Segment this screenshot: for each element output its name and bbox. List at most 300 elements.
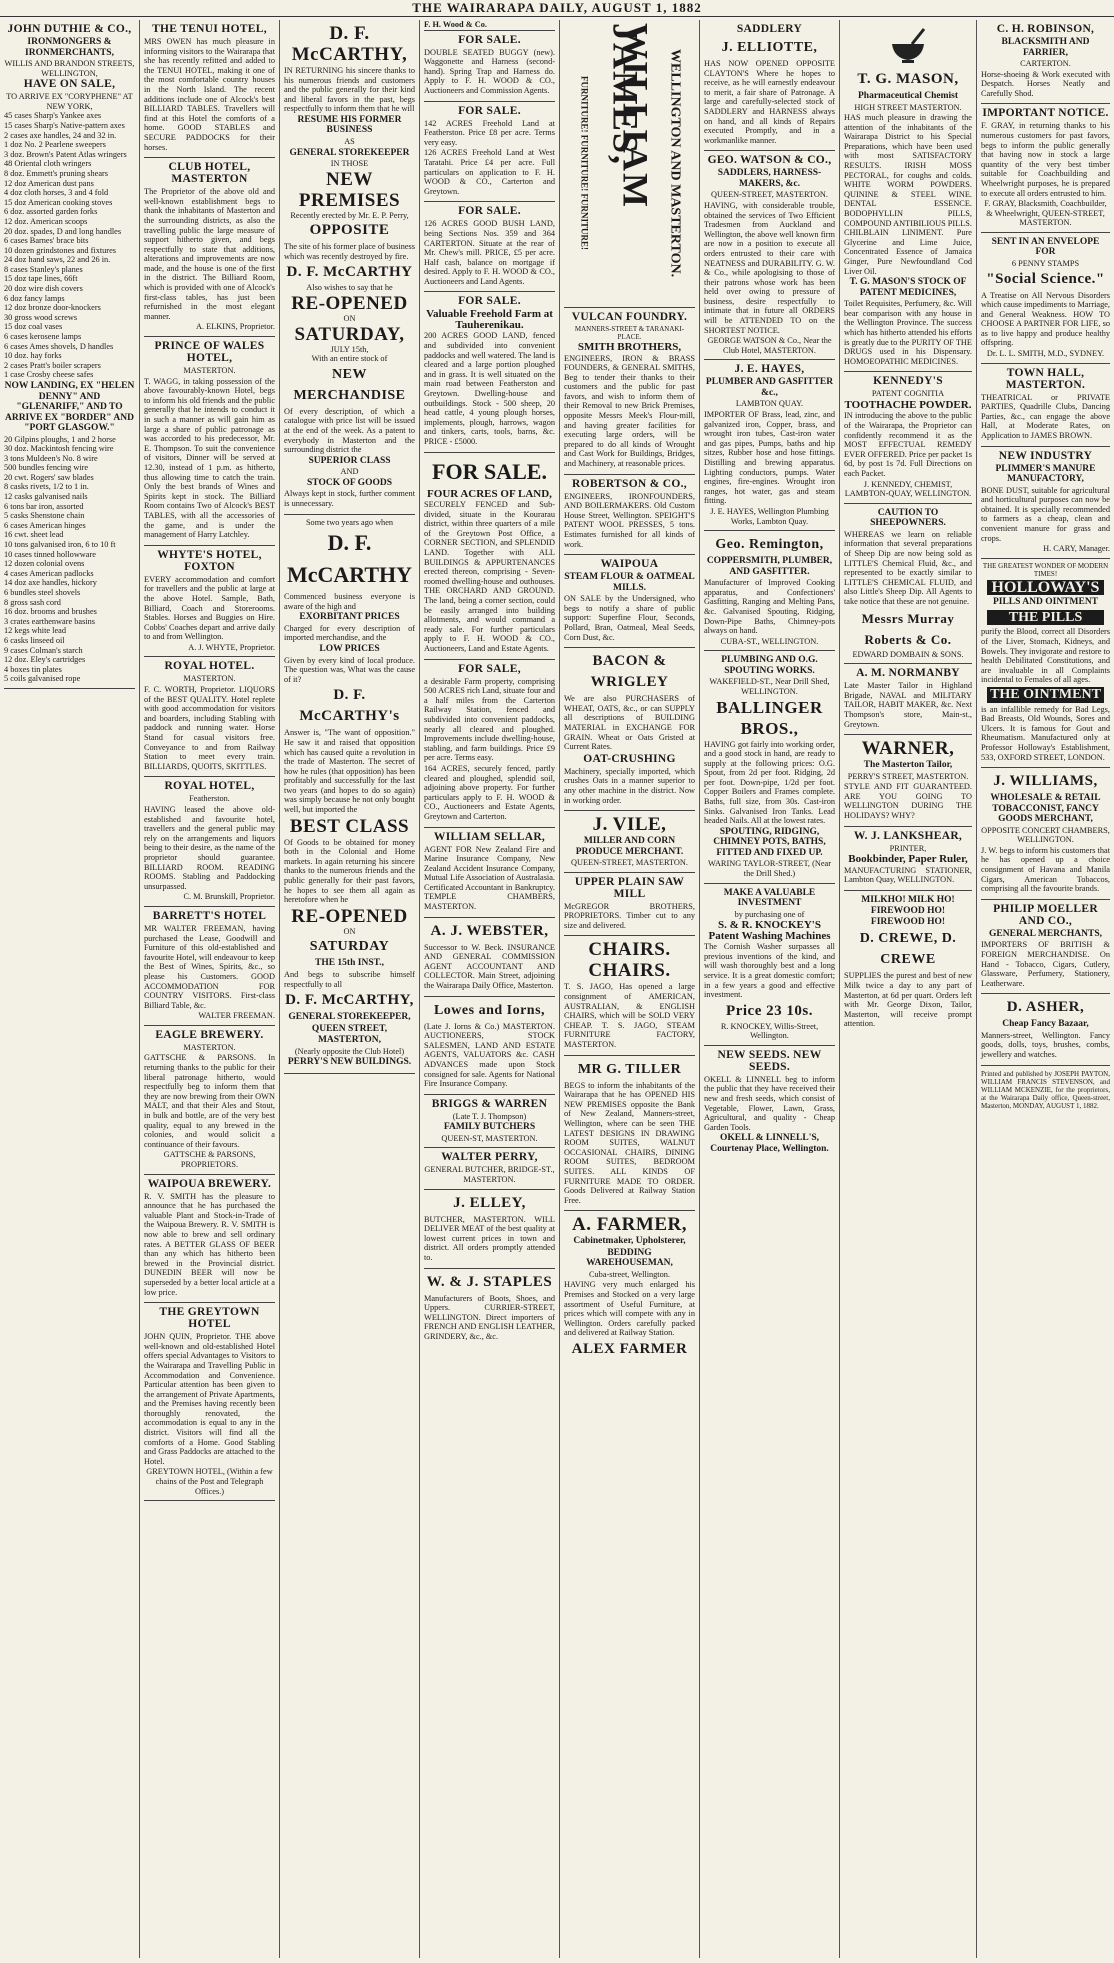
seeds-heading: NEW SEEDS. NEW SEEDS. (717, 1048, 822, 1073)
sellar-advert (424, 828, 555, 918)
caution-text: WHEREAS we learn on reliable information that several preparations of Sheep Dip are now being sold as LITTLE'S Chemical Fluid, &c., and represented to be exactly similar to LITTLE'S CHEMICAL FLUID, and also Little's Sheep Dip. All Agents to take notice that these are not genuine. (844, 529, 972, 606)
watson-signature: GEORGE WATSON & Co., Near the Club Hotel, MASTERTON. (707, 336, 832, 355)
plumbing-text: WAKEFIELD-ST., Near Drill Shed, WELLINGTON. (709, 677, 830, 696)
land2-text: 126 ACRES GOOD BUSH LAND, being Sections Nos. 359 and 364 CARTERTON. Situate at the rear of Mr. Chew's mill. PRICE, £5 per acre. Half cash, balance on mortgage if desired. Apply to F. H. WOOD & CO., Auctioneers and Land Agents. (424, 219, 555, 286)
chairs-heading: CHAIRS. CHAIRS. (588, 939, 671, 982)
town-hall-advert (981, 364, 1110, 447)
plimmer-advert (981, 447, 1110, 559)
list-item: 8 casks rivets, 1/2 to 1 in. (4, 482, 89, 492)
moeller-text: IMPORTERS OF BRITISH & FOREIGN MERCHANDISE. On Hand - Tobacco, Cigars, Cutlery, Glassware, Perfumery, Stationery, Leatherware. (981, 940, 1110, 988)
tenui-text: MRS OWEN has much pleasure in informing visitors to the Wairarapa that she has recently refitted and added to the TENUI HOTEL, making it one of the most comfortable country houses in the North Island. The recent additions include one of Alcock's best BILLIARD TABLES. Travellers will find at this Hotel the comforts of a home. GOOD STABLES and SECURE PADDOCKS for their horses. (144, 37, 275, 152)
mccarthy-opposite: OPPOSITE (309, 222, 390, 239)
kennedy-advert (844, 372, 972, 503)
ballinger-heading: BALLINGER BROS., (716, 697, 823, 738)
masthead: THE WAIRARAPA DAILY, AUGUST 1, 1882 (0, 0, 1114, 17)
mccarthy-erected: Recently erected by Mr. E. P. Perry, (290, 210, 409, 220)
upper-heading: UPPER PLAIN SAW MILL (574, 875, 685, 900)
royal-place: MASTERTON. (183, 674, 236, 684)
list-item: 10 dozen grindstones and fixtures (4, 245, 116, 255)
vulcan-foundry-advert (564, 308, 695, 475)
vile-advert (564, 811, 695, 873)
land1-heading: FOR SALE. (458, 104, 521, 117)
column-1 (0, 20, 140, 1958)
elley-heading: J. ELLEY, (453, 1194, 526, 1211)
lankshear-heading: W. J. LANKSHEAR, (853, 829, 963, 842)
mccarthy2-name: D. F. McCARTHY (286, 530, 413, 588)
town-heading: TOWN HALL, MASTERTON. (1005, 366, 1086, 391)
vile-heading: J. VILE, (592, 814, 667, 836)
holloway-name: HOLLOWAY'S (987, 580, 1104, 596)
asher-text: Manners-street, Wellington. Fancy goods, dolls, toys, brushes, combs, jewellery and watches. (981, 1030, 1110, 1059)
mortar-and-pestle-icon (886, 26, 930, 66)
farm-property-advert (424, 660, 555, 828)
briggs-sub: (Late T. J. Thompson) (452, 1111, 527, 1121)
williams-advert (981, 768, 1110, 900)
asher-advert (981, 994, 1110, 1065)
robertson-advert (564, 475, 695, 556)
tiller-advert (564, 1056, 695, 1212)
column-5 (560, 20, 700, 1958)
remington-sub: COPPERSMITH, PLUMBER, AND GASFITTER. (706, 556, 833, 577)
farm2-heading: FOR SALE, (458, 662, 521, 675)
list-item: 12 doz bronze door-knockers (4, 303, 101, 313)
milk-heading: MILKHO! MILK HO! (861, 894, 955, 905)
ballinger-advert (704, 651, 835, 883)
lowes-text: (Late J. Iorns & Co.) MASTERTON. AUCTIONEERS, STOCK SALESMEN, LAND AND ESTATE AGENTS, VALUATORS &c. CASH ADVANCES made upon Stock consigned for sale. Agents for National Fire Insurance Company. (424, 1021, 555, 1089)
column-4 (420, 20, 560, 1958)
briggs-heading: BRIGGS & WARREN (431, 1097, 548, 1110)
barretts-hotel-advert (144, 907, 275, 1026)
eagle-text: GATTSCHE & PARSONS. In returning thanks to the public for their liberal patronage hitherto, would respectfully beg to inform them that they are now brewing from their OWN MALT, and that their Ales and Stout, in bulk and bottle, are of the very best quality, equal to any brewed in the colonies, and would solicit a continuance of their favours. (144, 1053, 275, 1149)
bacon-text: We are also PURCHASERS of WHEAT, OATS, &c., or can SUPPLY all descriptions of BUILDING MATERIAL in EXCHANGE FOR GRAIN. Wheat or Oats Gristed at Current Rates. (564, 694, 695, 752)
kennedy-sub: PATENT COGNITIA (871, 389, 945, 399)
list-item: 48 Oriental cloth wringers (4, 159, 92, 169)
mccarthy2-text2: Charged for every description of imported merchandise, and the (284, 623, 415, 643)
list-item: 20 doz wire dish covers (4, 284, 83, 294)
mccarthy2-nearly: (Nearly opposite the Club Hotel) (294, 1046, 405, 1056)
upper-text: McGREGOR BROTHERS, PROPRIETORS. Timber cut to any size and delivered. (564, 901, 695, 930)
elley-text: BUTCHER, MASTERTON. WILL DELIVER MEAT of the best quality at lowest current prices in town and district. All orders promptly attended to. (424, 1214, 555, 1263)
buggy-heading: FOR SALE. (458, 33, 521, 46)
list-item: 12 kegs white lead (4, 626, 66, 636)
list-item: 6 bundles steel shovels (4, 588, 81, 597)
wood-agent: F. H. Wood & Co. (424, 20, 555, 31)
sellar-text: AGENT FOR New Zealand Fire and Marine Insurance Company, New Zealand Accident Insurance Company, Mutual Life Association of Australasia. Certificated Accountant in Bankruptcy. TEMPLE CHAMBERS, MASTERTON. (424, 844, 555, 912)
mccarthy-saturday: SATURDAY, (294, 323, 405, 345)
briggs-place: QUEEN-ST, MASTERTON. (441, 1133, 538, 1143)
caution-signature-2: EDWARD DOMBAIN & SONS. (852, 649, 964, 659)
four-acres-text: SECURELY FENCED and Sub-divided, situate in the Kourarau district, within three quarters of a mile of the Greytown Post Office, a CORNER SECTION, and SPLENDID LAND. Together with ALL BUILDINGS & APPURTENANCES erected thereon, comprising - Seven-roomed dwelling-house and outhouses. THE ORCHARD AND GROUND. The land, being a corner section, could be easily arranged into building allotments, and would command a ready sale. For further particulars apply to F. H. WOOD & CO., Auctioneers, Land and Estate Agents. (424, 500, 555, 653)
list-item: 6 doz. assorted garden forks (4, 207, 98, 217)
greytown-heading: THE GREYTOWN HOTEL (159, 1306, 260, 1331)
list-item: 15 doz coal vases (4, 322, 63, 332)
farmer-place: Cuba-street, Wellington. (589, 1269, 670, 1279)
land2-heading: FOR SALE. (458, 205, 521, 218)
lowes-iorns-advert (424, 997, 555, 1095)
vile-place: QUEEN-STREET, MASTERTON. (571, 858, 688, 868)
mccarthy2-saturday: SATURDAY (309, 939, 390, 955)
robinson-text: Horse-shoeing & Work executed with Despatch. Horses Neatly and Carefully Shod. (981, 69, 1110, 98)
duthie-address: WILLIS AND BRANDON STREETS, (4, 59, 135, 68)
mccarthy2-buildings: PERRY'S NEW BUILDINGS. (287, 1057, 412, 1068)
list-item: 2 cases axe handles, 24 and 32 in. (4, 130, 117, 140)
robinson-place: CARTERTON. (1020, 59, 1071, 68)
mccarthy2-role: GENERAL STOREKEEPER, (288, 1012, 411, 1023)
moeller-heading: PHILIP MOELLER AND CO., (993, 902, 1098, 927)
watson-place: QUEEN-STREET, MASTERTON. (711, 190, 828, 200)
normanby-text: Late Master Tailor in Highland Brigade, NAVAL and MILITARY TAILOR, HABIT MAKER, &c. Next Thompson's store, Main-st., Greytown. (844, 681, 972, 729)
farm-text: 200 ACRES GOOD LAND, fenced and subdivided into convenient paddocks and well watered. The land is cleared and a large portion ploughed and in grass. It is well situated on the main road between Featherston and Greytown. Dwelling-house and outbuildings. Stock - 500 sheep, 20 head cattle, 4 young plough horses, implements, plough, harrows, wagon and tinkers, carts, tools, barns, &c. PRICE - £5000. (424, 331, 555, 446)
list-item: 16 cwt. sheet lead (4, 530, 64, 540)
tiller-text: BEGS to inform the inhabitants of the Wairarapa that he has OPENED HIS NEW PREMISES opposite the Bank of New Zealand, Manners-street, Wellington, where can be seen THE LATEST DESIGNS IN DRAWING ROOM SUITES, WALNUT OCCASIONAL CHAIRS, DINING ROOM SUITES, BEDROOM SUITES. ALL KINDS OF FURNITURE MADE TO ORDER. Goods Delivered at Railway Station Free. (564, 1080, 695, 1205)
vulcan-firm: SMITH BROTHERS, (577, 341, 682, 353)
social-signature: Dr. L. L. SMITH, M.D., SYDNEY. (986, 349, 1105, 359)
holloway-sub: PILLS AND OINTMENT (992, 597, 1099, 608)
club-heading: CLUB HOTEL, MASTERTON (168, 161, 251, 186)
remington-advert (704, 531, 835, 651)
mccarthy2-lead: Some two years ago when (305, 517, 394, 527)
list-item: 5 casks Shenstone chain (4, 511, 85, 521)
barrett-text: MR WALTER FREEMAN, having purchased the Lease, Goodwill and Furniture of this old-established and favourite Hotel, will endeavour to keep the Best of Wines, Spirits, &c., so please his Customers. GOOD ACCOMMODATION FOR COUNTRY VISITORS. First-class Billiard Table, &c. (144, 923, 275, 1010)
staples-advert (424, 1269, 555, 1347)
holloway-ointment-text: is an infallible remedy for Bad Legs, Bad Breasts, Old Wounds, Sores and Ulcers. It is famous for Gout and Rheumatism. Manufactured only at Professor Holloway's Establishment, 533, OXFORD STREET, LONDON. (981, 704, 1110, 762)
royal-hotel-masterton-advert (144, 657, 275, 777)
normanby-advert (844, 664, 972, 735)
list-item: 3 crates earthenware basins (4, 616, 95, 626)
williams-place: OPPOSITE CONCERT CHAMBERS, WELLINGTON. (981, 825, 1110, 845)
lowes-heading: Lowes and Iorns, (433, 1002, 546, 1018)
elliotte-heading: J. ELLIOTTE, (721, 40, 818, 55)
caution-heading: CAUTION TO SHEEPOWNERS. (870, 507, 946, 529)
robinson-heading: C. H. ROBINSON, (996, 23, 1095, 35)
mccarthy-advert-1 (284, 20, 415, 515)
list-item: 15 doz American cooking stoves (4, 197, 113, 207)
farmer-advert (564, 1211, 695, 1364)
mccarthy-advert-2 (284, 515, 415, 1074)
farmer-heading: A. FARMER, (572, 1214, 687, 1236)
prince-heading: PRINCE OF WALES HOTEL, (154, 340, 265, 365)
mccarthy2-town: MASTERTON, (317, 1035, 382, 1046)
duthie-trade: IRONMONGERS & IRONMERCHANTS, (25, 37, 114, 58)
barrett-signature: WALTER FREEMAN. (198, 1011, 275, 1021)
mccarthy-resume: RESUME HIS FORMER BUSINESS (297, 114, 402, 136)
farmer-text: HAVING very much enlarged his Premises and Stocked on a very large assortment of Useful Furniture, at prices which will compete with any in Wellington. Orders carefully packed and delivered at Railway Station. (564, 1280, 695, 1338)
mccarthy2-name-2: D. F. McCARTHY's (299, 687, 400, 725)
robertson-heading: ROBERTSON & CO., (572, 477, 687, 490)
plumbing-heading: PLUMBING AND O.G. SPOUTING WORKS. (721, 655, 818, 676)
saddlery-heading: SADDLERY (736, 23, 803, 35)
robinson-sub: BLACKSMITH AND FARRIER, (1001, 37, 1090, 58)
notice-heading: IMPORTANT NOTICE. (982, 107, 1109, 120)
list-item: 3 doz. Brown's Patent Atlas wringers (4, 149, 127, 159)
list-item: 10 tons galvanised iron, 6 to 10 ft (4, 540, 116, 550)
mccarthy-always: Always kept in stock, further comment is unnecessary. (284, 489, 415, 508)
gray-advert (981, 104, 1110, 233)
list-item: 12 casks galvanised nails (4, 492, 88, 502)
webster-heading: A. J. WEBSTER, (430, 922, 549, 939)
lankshear-advert (844, 827, 972, 891)
eagle-brewery-advert (144, 1026, 275, 1175)
land-sale-advert-1 (424, 102, 555, 203)
list-item: 20 cwt. Rogers' saw blades (4, 472, 94, 482)
eagle-place: MASTERTON. (183, 1042, 236, 1052)
list-item: 30 doz. Mackintosh fencing wire (4, 444, 114, 454)
mccarthy2-reopened: RE-OPENED (291, 905, 408, 927)
william-james-advert (564, 20, 695, 308)
mccarthy2-text5: Of Goods to be obtained for money both in the Colonial and Home markets. In again returning his sincere thanks to the numerous friends and the public generally for their past favors, he hopes to see them all again as heretofore when he (284, 837, 415, 905)
list-item: 12 doz. Eley's cartridges (4, 655, 86, 665)
bacon-wrigley-advert (564, 648, 695, 811)
washer-title: S. & R. KNOCKEY'S Patent Washing Machines (708, 919, 831, 942)
caution-advert (844, 504, 972, 664)
perry-advert (424, 1148, 555, 1189)
mccarthy2-text6: And begs to subscribe himself respectfully to all (284, 969, 415, 989)
crewe-text: SUPPLIES the purest and best of new Milk twice a day to any part of Masterton, at 6d per quart. Orders left with Mr. George Dixon, Tailor, Masterton, will receive prompt attention. (844, 971, 972, 1029)
waipoua-brewery-text: R. V. SMITH has the pleasure to announce that he has purchased the valuable Plant and Stock-in-Trade of the Waipoua Brewery. R. V. SMITH is now able to brew and sell ordinary rates. A BETTER GLASS OF BEER than any which has hitherto been brewed in the Provincial district. DUNEDIN BEER will now be superseded by a better local article at a low price. (144, 1191, 275, 1297)
mason-advert (844, 20, 972, 372)
duthie-advert (4, 20, 135, 689)
elliotte-text: HAS NOW OPENED OPPOSITE CLAYTON'S Where he hopes to receive, as he will earnestly endeavour to merit, a fair share of Patronage. A large and carefully-selected stock of SADDLERY and HARNESS always on hand, and all kinds of Repairs executed Promptly, and in a workmanlike manner. (704, 59, 835, 145)
imprint (981, 1066, 1110, 1115)
buggy-text: DOUBLE SEATED BUGGY (new). Waggonette and Harness (second-hand). Spring Trap and Harness do. Apply to F. H. WOOD & CO., Auctioneers and Commission Agents. (424, 47, 555, 95)
list-item: 8 cases Stanley's planes (4, 264, 83, 274)
list-item: 24 doz hand saws, 22 and 26 in. (4, 255, 111, 265)
mason-sub: Pharmaceutical Chemist (858, 91, 958, 101)
royal-text: F. C. WORTH, Proprietor. LIQUORS of the BEST QUALITY. Hotel replete with good accommodation for visitors and boarders, including Stabling with paddock and running water. Horse Stand for casual visitors free. Conveyance to and from Railway Station to meet every train. BILLIARDS, QUOITS, SKITTLES. (144, 685, 275, 771)
club-text: The Proprietor of the above old and well-known establishment begs to thank the inhabitants of Masterton and the surrounding districts, as also the travelling public the large measure of support hitherto given, and begs respectfully to state that additions, alterations and improvements are now made, and the house is one of the first in the district. The Billiard Room, which is provided with one of Alcock's first-class tables, has just been refurnished in the most elegant manner. (144, 187, 275, 321)
bacon-heading: BACON & WRIGLEY (590, 653, 669, 691)
duthie-items-2 (4, 435, 135, 684)
james-tagline: FURNITURE! FURNITURE! FURNITURE! (579, 75, 590, 250)
social-stamps: 6 PENNY STAMPS (1011, 258, 1080, 268)
farm2-text: a desirable Farm property, comprising 500 ACRES rich Land, situate four and a half miles from the Carterton Railway Station, fenced and subdivided into convenient paddocks, nearly all cleared and ploughed. Improvements include dwelling-house, stabling, and farm buildings. Price £9 per acre. Terms easy. (424, 676, 555, 763)
list-item: 16 doz. brooms and brushes (4, 607, 97, 617)
williams-sub: WHOLESALE & RETAIL TOBACCONIST, FANCY GOODS MERCHANT, (990, 793, 1101, 825)
perry-text: GENERAL BUTCHER, BRIDGE-ST., MASTERTON. (424, 1165, 555, 1185)
social-heading: SENT IN AN ENVELOPE FOR (991, 236, 1100, 258)
whyte-text: EVERY accommodation and comfort for travellers and the public at large at the above Hotel. Sample, Bath, Billiard, Coach and Storerooms. Stables. Horses and Buggies on Hire. Cobbs' Coaches depart and arrive daily to and from Wellington. (144, 574, 275, 642)
royal2-text: HAVING leased the above old-established and favourite hotel, travellers and the general public may rely on the arrangements and liquors being to their desire, as the name of the proprietor should guarantee. BILLIARD ROOM. READING ROOMS. Stabling and Paddocking unsurpassed. (144, 805, 275, 891)
whyte-heading: WHYTE'S HOTEL, FOXTON (157, 548, 262, 573)
kennedy-heading: KENNEDY'S (873, 375, 943, 388)
duthie-heading-2: NOW LANDING, EX "HELEN DENNY" AND "GLENARIFF," AND TO ARRIVE EX "BORDER" AND "PORT GLASGOW." (4, 381, 135, 433)
column-6 (700, 20, 840, 1958)
four-acres-title: FOUR ACRES OF LAND, (427, 487, 552, 500)
seeds-text: OKELL & LINNELL beg to inform the public that they have received their new and fresh seeds, which consist of Vegetable, Flower, Lawn, Grass, Agricultural, and quality - Cheap Garden Tools. (704, 1074, 835, 1132)
list-item: 10 cases tinned hollowware (4, 549, 96, 559)
holloway-ointment: THE OINTMENT (987, 687, 1104, 703)
list-item: 4 boxes tin plates (4, 664, 62, 674)
eagle-signature: GATTSCHE & PARSONS, PROPRIETORS. (163, 1150, 256, 1169)
list-item: 2 cases Pratt's boiler scrapers (4, 360, 101, 370)
waipoua-heading: WAIPOUA (600, 558, 659, 571)
list-item: 6 doz fancy lamps (4, 293, 65, 303)
crewe-advert (844, 891, 972, 1034)
duthie-sub: TO ARRIVE EX "CORYPHENE" AT NEW YORK, (6, 92, 133, 111)
farm-heading: FOR SALE. (458, 295, 521, 308)
elley-advert (424, 1190, 555, 1269)
column-7 (840, 20, 977, 1958)
list-item: 6 cases Barnes' brace bits (4, 236, 89, 246)
elliotte-advert (704, 20, 835, 151)
caution-signature-1: Messrs Murray Roberts & Co. (861, 610, 955, 647)
greytown-text: JOHN QUIN, Proprietor. THE above well-known and old-established Hotel offers special Advantages to Visitors to the Wairarapa and Travelling Public in Accommodation and Convenience. Particular attention has been given to the arrangement of Private Apartments, and the Premises having recently been thoroughly renovated, the accommodation is equal to any in the district. Visitors will find all the comforts of a Home. Good Stabling and Grass Paddocks are attached to the Hotel. (144, 1332, 275, 1466)
club-hotel-advert (144, 158, 275, 337)
normanby-heading: A. M. NORMANBY (856, 667, 960, 680)
mccarthy-as: AS (344, 136, 355, 146)
mccarthy-date: JULY 15th, (330, 344, 369, 354)
tenui-hotel-advert (144, 20, 275, 158)
mccarthy-merchandise: NEW MERCHANDISE (293, 366, 406, 403)
washer-signature: R. KNOCKEY, Willis-Street, Wellington. (720, 1021, 819, 1041)
watson-text: HAVING, with considerable trouble, obtained the services of Two Efficient Tradesmen from Auckland and Wellington, the above well known firm are now in a position to execute all orders entrusted to their care with NEATNESS and DURABILITY. G. W. & Co., while apologising to those of their patrons whose work has been held over owing to pressure of business, desire respectfully to intimate that in future all ORDERS will be ATTENDED TO on the SHORTEST NOTICE. (704, 200, 835, 335)
list-item: 20 Gilpins ploughs, 1 and 2 horse (4, 434, 116, 444)
sellar-heading: WILLIAM SELLAR, (433, 830, 546, 843)
list-item: 12 doz. American scoops (4, 216, 88, 226)
list-item: 8 gross sash cord (4, 597, 61, 607)
duthie-items (4, 111, 135, 380)
kennedy-title: TOOTHACHE POWDER. (844, 398, 972, 411)
oat-heading: OAT-CRUSHING (583, 752, 676, 765)
royal-hotel-featherston-advert (144, 777, 275, 907)
list-item: 4 doz cloth horses, 3 and 4 fold (4, 188, 109, 198)
list-item: 30 gross wood screws (4, 312, 78, 322)
list-item: 4 cases American padlocks (4, 568, 94, 578)
waipoua-sub: STEAM FLOUR & OATMEAL MILLS. (564, 572, 695, 593)
mccarthy-site: The site of his former place of business which was recently destroyed by fire. (284, 242, 415, 261)
mason-heading: T. G. MASON, (857, 71, 959, 87)
holloway-pills: THE PILLS (987, 610, 1104, 626)
industry-signature: H. CARY, Manager. (1043, 544, 1110, 554)
washer-sub: by purchasing one of (734, 909, 805, 919)
james-towns: WELLINGTON AND MASTERTON. (667, 48, 683, 278)
oat-text: Machinery, specially imported, which crushes Oats in a manner superior to any other machine in the district. Now in working order. (564, 766, 695, 805)
robinson-advert (981, 20, 1110, 104)
warner-sub: The Masterton Tailor, (863, 760, 953, 771)
briggs-title: FAMILY BUTCHERS (443, 1122, 536, 1133)
notice-signature: F. GRAY, Blacksmith, Coachbuilder, & Wheelwright, QUEEN-STREET, MASTERTON. (984, 199, 1107, 228)
farm-title: Valuable Freehold Farm at Tauherenikau. (426, 308, 553, 331)
hayes-heading: J. E. HAYES, (734, 363, 805, 376)
vile-sub: MILLER AND CORN PRODUCE MERCHANT. (575, 836, 684, 857)
asher-sub: Cheap Fancy Bazaar, (1002, 1019, 1089, 1030)
land1-a: 142 ACRES Freehold Land at Featherston. Price £8 per acre. Terms very easy. (424, 118, 555, 147)
list-item: 6 cases kerosene lamps (4, 332, 82, 342)
mccarthy-in-those: IN THOSE (330, 159, 369, 169)
watson-sub: SADDLERS, HARNESS-MAKERS, &c. (717, 168, 822, 189)
hayes-advert (704, 360, 835, 531)
list-item: 15 doz tape lines, 66ft (4, 274, 78, 284)
list-item: 1 doz No. 2 Pearlene sweepers (4, 140, 106, 150)
mccarthy2-date: THE 15th INST., (315, 958, 384, 969)
mccarthy2-text3: Given by every kind of local produce. The question was, What was the cause of it? (284, 655, 415, 684)
knockey-advert (704, 884, 835, 1046)
chairs-advert (564, 936, 695, 1055)
robertson-text: ENGINEERS, IRONFOUNDERS, AND BOILERMAKERS. Old Custom House Street, Wellington. SPEIGHT'S PATENT WOOL PRESSES, 5 tons. Estimates furnished for all kinds of work. (564, 491, 695, 549)
washer-text: The Cornish Washer surpasses all previous inventions of the kind, and will wash thoroughly best and a long service. It is a great domestic comfort; in a few years a good and effective investment. (704, 942, 835, 1000)
washer-price: Price 23 10s. (726, 1002, 813, 1019)
waipoua-mills-advert (564, 555, 695, 648)
warner-advert (844, 735, 972, 826)
list-item: 9 cases Colman's starch (4, 645, 83, 655)
royal-heading: ROYAL HOTEL. (164, 660, 255, 673)
mccarthy-also: Also wishes to say that he (306, 283, 393, 293)
list-item: 15 cases Sharp's Native-pattern axes (4, 120, 125, 130)
briggs-warren-advert (424, 1095, 555, 1149)
mccarthy-name: D. F. McCARTHY, (291, 23, 408, 65)
list-item: 6 cases American hinges (4, 520, 86, 530)
spouting-heading: SPOUTING, RIDGING, CHIMNEY POTS, BATHS, FITTED AND FIXED UP. (713, 826, 826, 858)
farm2-b: 164 ACRES, securely fenced, partly cleared and ploughed, splendid soil, adjoining above property. For further particulars apply to F. H. WOOD & CO., Auctioneers and Estate Agents, Greytown and Carterton. (424, 763, 555, 821)
watson-heading: GEO. WATSON & CO., (707, 154, 832, 167)
social-title: "Social Science." (986, 270, 1105, 287)
mccarthy-intro: IN RETURNING his sincere thanks to his numerous friends and customers and the public generally for their kind and liberal favors in the past, begs respectfully to inform them that he will (284, 66, 415, 114)
watson-advert (704, 151, 835, 360)
ballinger-text: HAVING got fairly into working order, and a good stock in hand, are ready to supply at the following prices: O.G. Spout, from 2d per foot. Ridging, 2d per foot. Down-pipe, 1/2d per foot. Copper Boilers and Frames complete. Baths, full size, from 30s. Cast-iron Sinks. Galvanised Iron Tanks. Lead headed Nails. All at the lowest rates. (704, 739, 835, 826)
mccarthy2-on: ON (343, 926, 356, 936)
tenui-heading: THE TENUI HOTEL, (152, 23, 267, 35)
list-item: 6 cases Ames shovels, D handles (4, 341, 114, 351)
list-item: 5 coils galvanised rope (4, 674, 81, 684)
four-acres-sale: FOR SALE. (432, 458, 547, 484)
williams-heading: J. WILLIAMS, (993, 773, 1098, 790)
firewood-heading: FIREWOOD HO! FIREWOOD HO! (870, 906, 946, 927)
waipoua-text: ON SALE by the Undersigned, who begs to notify a share of public support: Superfine Flour, Seconds, Pollard, Bran, Oatmeal, Meal Seeds, Corn Dust, &c. (564, 594, 695, 642)
lankshear-text: MANUFACTURING STATIONER, Lambton Quay, WELLINGTON. (844, 865, 972, 885)
list-item: 1 case Crosby cheese safes (4, 370, 94, 380)
crewe-signature: D. CREWE, D. CREWE (859, 931, 957, 968)
vulcan-text: ENGINEERS, IRON & BRASS FOUNDERS, & GENERAL SMITHS, Beg to tender their thanks to their customers and the public for past favors, and wish to inform them of their Removal to new Brick Premises, opposite Messrs Meek's Flour-mill, and having greater facilities for executing large orders, will be prepared to do all kinds of Wrought and Cast Work for Buildings, Bridges, and Machinery, at reasonable prices. (564, 353, 695, 469)
prince-place: MASTERTON. (183, 366, 236, 376)
staples-heading: W. & J. STAPLES (426, 1273, 553, 1290)
kennedy-text: IN introducing the above to the public of the Wairarapa, the Proprietor can confidently recommend it as the MOST EFFECTUAL REMEDY EVER OFFERED. Price per packet 1s 6d, by post 1s 7d. Full Directions on each Packet. (844, 411, 972, 478)
duthie-name: JOHN DUTHIE & CO., (7, 23, 132, 35)
washer-heading: MAKE A VALUABLE INVESTMENT (723, 887, 816, 909)
moeller-sub: GENERAL MERCHANTS, (989, 928, 1102, 939)
industry-text: BONE DUST, suitable for agricultural and horticultural purposes can now be obtained. It is specially recommended to farmers as a cheap, clean and convenient manure for grass and crops. (981, 485, 1110, 543)
perry-heading: WALTER PERRY, (441, 1151, 538, 1164)
list-item: 14 doz axe handles, hickory (4, 578, 97, 588)
royal2-heading: ROYAL HOTEL, (164, 780, 255, 793)
moeller-advert (981, 900, 1110, 994)
barrett-heading: BARRETT'S HOTEL (152, 909, 267, 922)
mccarthy2-low: LOW PRICES (319, 644, 380, 655)
duthie-town: WELLINGTON, (41, 68, 98, 78)
royal2-place: Featherston. (189, 794, 230, 804)
mccarthy-on: ON (343, 314, 356, 324)
mccarthy2-name-3: D. F. McCARTHY, (285, 992, 414, 1009)
james-name: WILLIAM JAMES, (605, 23, 656, 210)
list-item: 10 doz. hay forks (4, 351, 62, 361)
chairs-text: T. S. JAGO, Has opened a large consignment of AMERICAN, AUSTRALIAN, & ENGLISH CHAIRS, which will be SOLD VERY CHEAP. T. S. JAGO, STEAM FURNITURE FACTORY, MASTERTON. (564, 982, 695, 1050)
holloway-advert (981, 559, 1110, 768)
vulcan-place: MANNERS-STREET & TARANAKI-PLACE. (574, 325, 685, 341)
whyte-signature: A. J. WHYTE, Proprietor. (188, 642, 275, 652)
mccarthy-and: AND (340, 467, 359, 477)
mccarthy2-street: QUEEN STREET, (311, 1023, 388, 1034)
list-item: 6 casks linseed oil (4, 635, 65, 645)
warner-heading: WARNER, (861, 738, 955, 760)
hayes-signature: J. E. HAYES, Wellington Plumbing Works, Lambton Quay. (710, 506, 829, 526)
mccarthy-storekeeper: GENERAL STOREKEEPER (289, 147, 410, 158)
vulcan-heading: VULCAN FOUNDRY. (571, 311, 688, 323)
spouting-signature: WARING TAYLOR-STREET, (Near the Drill Shed.) (708, 859, 831, 878)
four-acres-advert (424, 453, 555, 660)
webster-advert (424, 918, 555, 997)
town-text: THEATRICAL or PRIVATE PARTIES, Quadrille Clubs, Dancing Parties, &c., can engage the above Hall, at Moderate Rates, on Application to JAMES BROWN. (981, 392, 1110, 441)
industry-sub: PLIMMER'S MANURE MANUFACTORY, (995, 463, 1096, 485)
mccarthy-stock: STOCK OF GOODS (307, 477, 392, 488)
